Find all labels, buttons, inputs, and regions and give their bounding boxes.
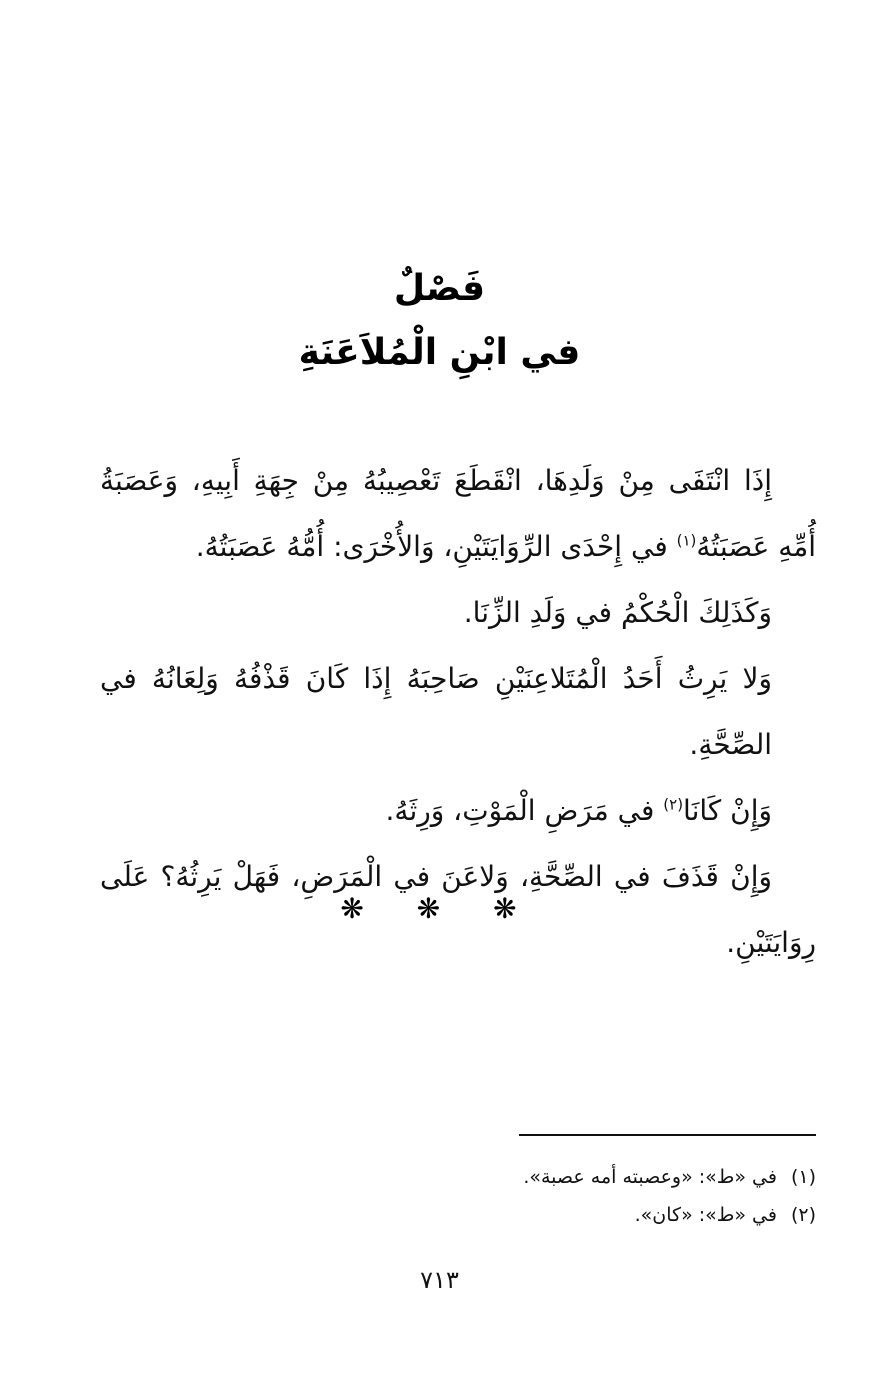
paragraph-3: وَلا يَرِثُ أَحَدُ الْمُتَلاعِنَيْنِ صَاحِبَهُ إِذَا كَانَ قَذْفُهُ وَلِعَانُهُ في الصِّحَّةِ. — [100, 662, 772, 761]
paragraph-4 — [100, 778, 816, 844]
footnote-2-number: (٢) — [790, 1204, 816, 1226]
paragraph-4-text-cont: في مَرَضِ الْمَوْتِ، وَرِثَهُ. — [385, 794, 664, 827]
footnote-ref-1[interactable]: (١) — [676, 531, 697, 550]
paragraph-1-text-cont: في إِحْدَى الرِّوَايَتَيْنِ، وَالأُخْرَى: أُمُّهُ عَصَبَتُهُ. — [195, 530, 677, 563]
footnotes — [100, 1158, 816, 1234]
footnote-1-number: (١) — [790, 1166, 816, 1188]
paragraph-2: وَكَذَلِكَ الْحُكْمُ في وَلَدِ الزِّنَا. — [463, 596, 772, 629]
footnote-ref-2[interactable]: (٢) — [663, 795, 684, 814]
paragraph-4-text: وَإِنْ كَانَا — [683, 794, 772, 827]
footnote-1-text: في «ط»: «وعصبته أمه عصبة». — [523, 1166, 777, 1188]
paragraph-5: وَإِنْ قَذَفَ في الصِّحَّةِ، وَلاعَنَ في الْمَرَضِ، فَهَلْ يَرِثُهُ؟ عَلَى رِوَايَتَيْنِ. — [100, 860, 816, 959]
footnote-divider — [519, 1134, 816, 1136]
page-number: ٧١٣ — [420, 1266, 459, 1294]
paragraph-1-text: إِذَا انْتَفَى مِنْ وَلَدِهَا، انْقَطَعَ تَعْصِيبُهُ مِنْ جِهَةِ أَبِيهِ، وَعَصَبَةُ أُمِّهِ عَصَبَتُهُ — [100, 464, 816, 563]
footnote-1 — [100, 1158, 816, 1196]
footnote-2-text: في «ط»: «كان». — [634, 1204, 777, 1226]
footnote-2 — [100, 1196, 816, 1234]
paragraph-1 — [100, 448, 816, 580]
section-subtitle: في ابْنِ الْمُلاَعَنَةِ — [298, 332, 581, 373]
section-title: فَصْلٌ — [393, 268, 486, 309]
section-separator: ❋ ❋ ❋ — [340, 892, 539, 925]
